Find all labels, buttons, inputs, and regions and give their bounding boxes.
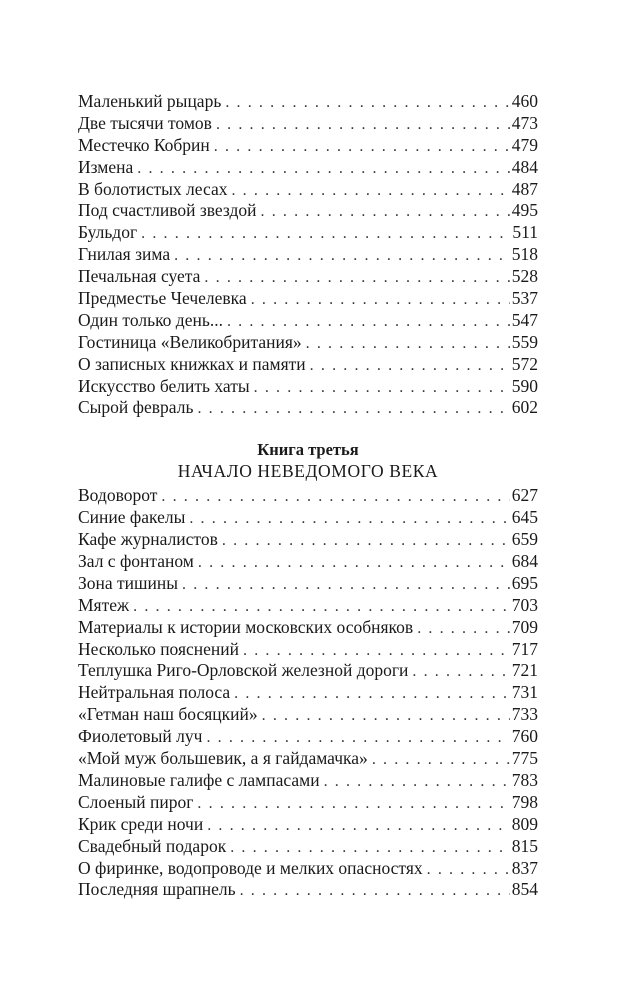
toc-entry-title: Искусство белить хаты xyxy=(78,375,250,396)
toc-entry-page: 495 xyxy=(511,200,538,221)
dot-leader xyxy=(174,245,510,267)
dot-leader xyxy=(161,486,509,508)
dot-leader xyxy=(216,114,510,136)
toc-entry xyxy=(78,704,538,726)
toc-entry-title: Мятеж xyxy=(78,594,130,615)
toc-entry-page: 487 xyxy=(511,178,538,199)
dot-leader xyxy=(262,705,510,727)
toc-entry-title: Гнилая зима xyxy=(78,244,171,265)
toc-entry xyxy=(78,529,538,551)
toc-entry-page: 460 xyxy=(511,91,538,111)
toc-entry-page: 721 xyxy=(511,660,538,681)
toc-entry xyxy=(78,814,538,836)
toc-entry xyxy=(78,354,538,376)
toc-entry-page: 473 xyxy=(511,112,538,133)
toc-entry-title: Измена xyxy=(78,156,134,177)
toc-entry-page: 837 xyxy=(511,857,538,878)
toc-entry-title: Слоеный пирог xyxy=(78,791,194,812)
toc-entry-title: Сырой февраль xyxy=(78,397,194,418)
dot-leader xyxy=(261,201,510,223)
dot-leader xyxy=(412,661,509,683)
toc-entry-title: Две тысячи томов xyxy=(78,112,212,133)
dot-leader xyxy=(306,333,510,355)
dot-leader xyxy=(324,771,510,793)
toc-entry xyxy=(78,179,538,201)
dot-leader xyxy=(207,815,510,837)
dot-leader xyxy=(254,377,510,399)
toc-entry xyxy=(78,157,538,179)
toc-entry-page: 854 xyxy=(511,879,538,900)
toc-entry-page: 731 xyxy=(511,682,538,703)
toc-entry xyxy=(78,397,538,419)
dot-leader xyxy=(240,880,510,902)
toc-entry-title: Водоворот xyxy=(78,485,158,506)
toc-entry-page: 709 xyxy=(511,616,538,637)
toc-entry xyxy=(78,310,538,332)
toc-entry-title: В болотистых лесах xyxy=(78,178,228,199)
toc-entry xyxy=(78,266,538,288)
toc-entry-page: 798 xyxy=(511,791,538,812)
toc-entry-page: 479 xyxy=(511,134,538,155)
toc-entry-title: Кафе журналистов xyxy=(78,529,218,550)
dot-leader xyxy=(234,683,510,705)
dot-leader xyxy=(372,749,510,771)
toc-entry-title: Местечко Кобрин xyxy=(78,134,210,155)
toc-entry xyxy=(78,113,538,135)
toc-entry xyxy=(78,879,538,901)
toc-entry-page: 547 xyxy=(511,309,538,330)
toc-entry-title: О записных книжках и памяти xyxy=(78,353,306,374)
toc-entry-title: «Гетман наш босяцкий» xyxy=(78,704,258,725)
toc-entry xyxy=(78,288,538,310)
toc-entry xyxy=(78,748,538,770)
toc-entry xyxy=(78,858,538,880)
toc-entry xyxy=(78,836,538,858)
toc-entry-title: Нейтральная полоса xyxy=(78,682,231,703)
toc-entry-page: 537 xyxy=(511,288,538,309)
dot-leader xyxy=(222,530,510,552)
dot-leader xyxy=(141,223,510,245)
toc-entry-title: Теплушка Риго-Орловской железной дороги xyxy=(78,660,409,681)
dot-leader xyxy=(225,92,509,114)
toc-entry xyxy=(78,222,538,244)
toc-entry xyxy=(78,726,538,748)
toc-entry xyxy=(78,200,538,222)
toc-entry-title: Последняя шрапнель xyxy=(78,879,236,900)
toc-entry-page: 627 xyxy=(511,485,538,506)
toc-entry-title: Несколько пояснений xyxy=(78,638,240,659)
toc-entry xyxy=(78,682,538,704)
toc-entry-page: 760 xyxy=(511,726,538,747)
dot-leader xyxy=(230,837,510,859)
toc-entry xyxy=(78,573,538,595)
toc-entry-title: Под счастливой звездой xyxy=(78,200,257,221)
toc-entry-title: Материалы к истории московских особняков xyxy=(78,616,414,637)
dot-leader xyxy=(197,793,509,815)
dot-leader xyxy=(427,859,510,881)
toc-entry-page: 659 xyxy=(511,529,538,550)
toc-entry-page: 733 xyxy=(511,704,538,725)
table-of-contents-page xyxy=(78,91,538,901)
toc-entry-title: Предместье Чечелевка xyxy=(78,288,247,309)
toc-entry-title: Крик среди ночи xyxy=(78,813,204,834)
toc-entry xyxy=(78,639,538,661)
toc-entry-title: Маленький рыцарь xyxy=(78,91,222,111)
dot-leader xyxy=(227,311,510,333)
toc-entry-page: 559 xyxy=(511,331,538,352)
book-three-heading xyxy=(78,439,538,482)
toc-entry-title: Бульдог xyxy=(78,222,138,243)
toc-entry-page: 528 xyxy=(511,266,538,287)
dot-leader xyxy=(182,574,510,596)
toc-entry xyxy=(78,617,538,639)
toc-entry-page: 590 xyxy=(511,375,538,396)
toc-entry-page: 645 xyxy=(511,507,538,528)
toc-entry xyxy=(78,376,538,398)
toc-entry xyxy=(78,551,538,573)
dot-leader xyxy=(189,508,509,530)
toc-entry xyxy=(78,660,538,682)
dot-leader xyxy=(417,618,510,640)
toc-entry xyxy=(78,91,538,113)
toc-entry-title: Гостиница «Великобритания» xyxy=(78,331,302,352)
toc-entry-page: 511 xyxy=(512,222,538,243)
toc-entry-page: 717 xyxy=(511,638,538,659)
toc-entry xyxy=(78,485,538,507)
toc-entry xyxy=(78,244,538,266)
toc-entry xyxy=(78,595,538,617)
toc-entry-page: 518 xyxy=(511,244,538,265)
toc-entry-title: Малиновые галифе с лампасами xyxy=(78,769,320,790)
dot-leader xyxy=(206,727,509,749)
toc-entry-page: 809 xyxy=(511,813,538,834)
toc-entry-page: 484 xyxy=(511,156,538,177)
toc-entry xyxy=(78,332,538,354)
toc-entry-title: Зал с фонтаном xyxy=(78,551,194,572)
toc-entry xyxy=(78,792,538,814)
toc-entry-title: Один только день... xyxy=(78,309,223,330)
toc-entry-title: Печальная суета xyxy=(78,266,201,287)
toc-entry-page: 815 xyxy=(511,835,538,856)
dot-leader xyxy=(198,552,510,574)
dot-leader xyxy=(310,355,510,377)
toc-entry-page: 783 xyxy=(511,769,538,790)
toc-entry xyxy=(78,507,538,529)
toc-entry-title: «Мой муж большевик, а я гайдамачка» xyxy=(78,748,368,769)
dot-leader xyxy=(251,289,510,311)
toc-entry-page: 775 xyxy=(511,748,538,769)
toc-entry-title: Свадебный подарок xyxy=(78,835,227,856)
toc-entry-title: Синие факелы xyxy=(78,507,186,528)
toc-book-three xyxy=(78,485,538,901)
dot-leader xyxy=(197,398,509,420)
toc-entry-page: 684 xyxy=(511,551,538,572)
toc-entry-title: Зона тишины xyxy=(78,572,179,593)
toc-entry-page: 572 xyxy=(511,353,538,374)
dot-leader xyxy=(214,136,510,158)
dot-leader xyxy=(243,640,510,662)
dot-leader xyxy=(204,267,509,289)
dot-leader xyxy=(133,596,510,618)
toc-entry-page: 602 xyxy=(511,397,538,418)
book-label: Книга третья xyxy=(257,440,359,460)
toc-entry xyxy=(78,135,538,157)
dot-leader xyxy=(137,158,509,180)
toc-entry xyxy=(78,770,538,792)
dot-leader xyxy=(231,180,509,202)
toc-entry-page: 703 xyxy=(511,594,538,615)
book-title: НАЧАЛО НЕВЕДОМОГО ВЕКА xyxy=(177,461,439,482)
toc-entry-page: 695 xyxy=(511,572,538,593)
toc-section-one xyxy=(78,91,538,419)
toc-entry-title: О фиринке, водопроводе и мелких опасностях xyxy=(78,857,423,878)
toc-entry-title: Фиолетовый луч xyxy=(78,726,203,747)
